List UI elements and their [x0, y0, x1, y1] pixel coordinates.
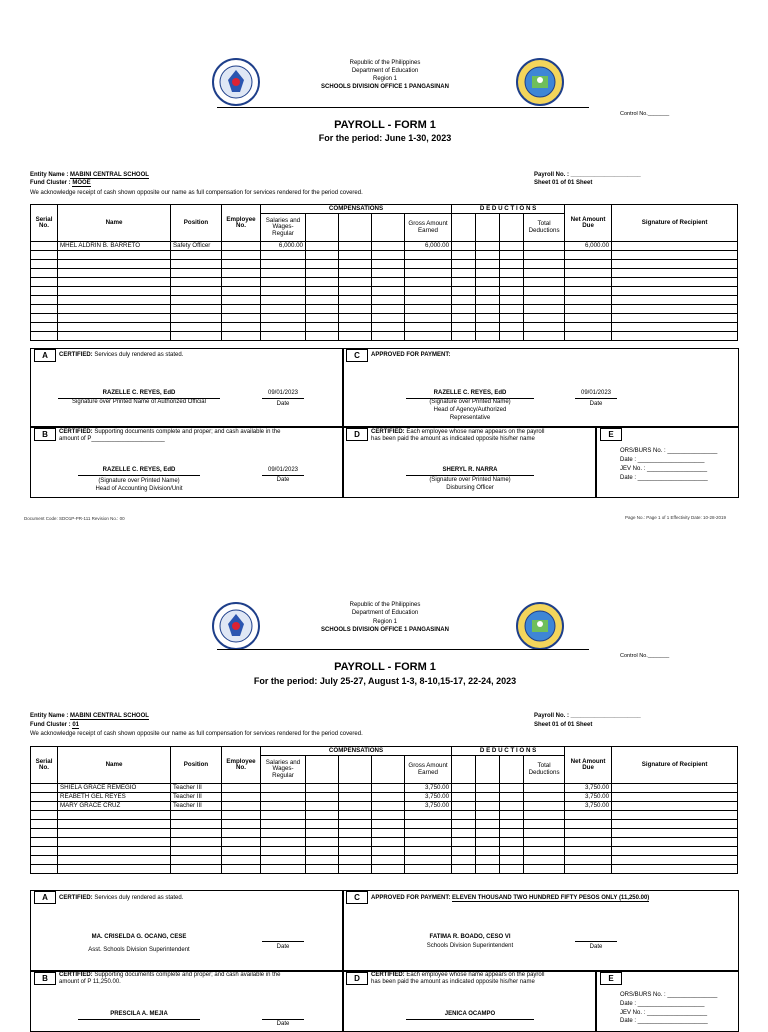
- certified-b: CERTIFIED: Supporting documents complete and proper; and cash available in the: [59, 429, 281, 435]
- sig-b-date-line: [262, 1019, 304, 1020]
- sig-a-date: 09/01/2023: [267, 390, 299, 396]
- sig-b-title1: (Signature over Printed Name): [98, 478, 180, 484]
- label-e: E: [600, 972, 622, 985]
- col-salaries: Salaries and Wages-Regular: [261, 214, 306, 242]
- doc-code: Document Code: SDO1P-PR-111 Revision No.: 00: [24, 516, 125, 521]
- entity-name: Entity Name : MABINI CENTRAL SCHOOL: [30, 713, 149, 719]
- sig-c-date-line: [575, 941, 617, 942]
- certified-d-2: has been paid the amount as indicated opposite his/her name: [371, 979, 535, 985]
- deped-seal-icon: [212, 58, 260, 106]
- col-serial: Serial No.: [31, 205, 58, 242]
- payroll-no: Payroll No. : _____________________: [534, 713, 641, 719]
- form-title: PAYROLL - FORM 1: [334, 661, 436, 673]
- payroll-table-2: [30, 746, 738, 874]
- region-text: Region 1: [372, 76, 398, 82]
- sig-d-title2: Disbursing Officer: [446, 485, 494, 491]
- col-deductions: D E D U C T I O N S: [452, 747, 565, 756]
- sig-d-title1: (Signature over Printed Name): [429, 477, 511, 483]
- division-seal-icon: [516, 602, 564, 650]
- sig-a-name: RAZELLE C. REYES, EdD: [102, 390, 176, 396]
- sig-b-date: 09/01/2023: [267, 467, 299, 473]
- sig-c-title3: Representative: [449, 415, 491, 421]
- certified-d: CERTIFIED: Each employee whose name appears on the payroll: [371, 972, 545, 978]
- sig-b-date-label: Date: [276, 477, 290, 483]
- col-gross: Gross Amount Earned: [405, 214, 452, 242]
- sig-b-title2: Head of Accounting Division/Unit: [95, 486, 183, 492]
- col-net: Net Amount Due: [565, 205, 612, 242]
- col-total-deductions: Total Deductions: [524, 756, 565, 784]
- label-c: C: [346, 891, 368, 904]
- label-d: D: [346, 972, 368, 985]
- payroll-table-1: [30, 204, 738, 341]
- table-row: SHIELA GRACE REMEGIO Teacher III 3,750.00 3,750.00: [31, 784, 738, 793]
- cert-box-a: [30, 890, 344, 972]
- department-text: Department of Education: [351, 68, 419, 74]
- col-name: Name: [58, 747, 171, 784]
- jev-date: Date : _____________________: [620, 1018, 708, 1024]
- label-c: C: [346, 349, 368, 362]
- page-info: Page No.: Page 1 of 1 Effectivity Date: 10-28-2019: [625, 515, 726, 520]
- sig-a-name: MA. CRISELDA G. OCANG, CESE: [91, 934, 187, 940]
- approved-text: APPROVED FOR PAYMENT:: [371, 352, 451, 358]
- payroll-page-2: [0, 545, 768, 1027]
- amount-line-b: amount of P 11,250.00.: [59, 979, 121, 985]
- col-position: Position: [171, 747, 222, 784]
- sheet-no: Sheet 01 of 01 Sheet: [534, 180, 593, 186]
- approved-text: APPROVED FOR PAYMENT: ELEVEN THOUSAND TWO HUNDRED FIFTY PESOS ONLY (11,250.00): [371, 895, 650, 901]
- control-no: Control No._______: [620, 111, 670, 117]
- header-rule: [217, 649, 589, 650]
- ors-no: ORS/BURS No. : _______________: [620, 448, 718, 454]
- sig-c-name: RAZELLE C. REYES, EdD: [433, 390, 507, 396]
- col-salaries: Salaries and Wages-Regular: [261, 756, 306, 784]
- sig-c-date: 09/01/2023: [580, 390, 612, 396]
- period-text: For the period: July 25-27, August 1-3, 8-10,15-17, 22-24, 2023: [253, 676, 517, 686]
- amount-line-b: amount of P______________________: [59, 436, 165, 442]
- sig-b-name: PRESCILA A. MEJIA: [110, 1011, 168, 1017]
- republic-text: Republic of the Philippines: [349, 602, 421, 608]
- sig-b-line: [78, 475, 200, 476]
- sig-c-date-line: [575, 398, 617, 399]
- col-deductions: D E D U C T I O N S: [452, 205, 565, 214]
- certified-d-2: has been paid the amount as indicated opposite his/her name: [371, 436, 535, 442]
- sig-c-title1: (Signature over Printed Name): [429, 399, 511, 405]
- sig-d-name: SHERYL R. NARRA: [442, 467, 498, 473]
- office-text: SCHOOLS DIVISION OFFICE 1 PANGASINAN: [321, 84, 449, 90]
- ors-no: ORS/BURS No. : _______________: [620, 992, 718, 998]
- certified-a: CERTIFIED: Services duly rendered as stated.: [59, 895, 184, 901]
- sig-c-title2: Head of Agency/Authorized: [433, 407, 507, 413]
- col-signature: Signature of Recipient: [612, 747, 738, 784]
- header-rule: [217, 107, 589, 108]
- col-serial: Serial No.: [31, 747, 58, 784]
- fund-cluster: Fund Cluster : 01: [30, 722, 80, 728]
- sig-a-title: Signature over Printed Name of Authorized Official: [72, 399, 206, 405]
- acknowledge-text: We acknowledge receipt of cash shown opposite our name as full compensation for services rendered for the period covered.: [30, 190, 363, 196]
- col-position: Position: [171, 205, 222, 242]
- col-compensations: COMPENSATIONS: [261, 747, 452, 756]
- sig-b-name: RAZELLE C. REYES, EdD: [102, 467, 176, 473]
- sheet-no: Sheet 01 of 01 Sheet: [534, 722, 593, 728]
- col-compensations: COMPENSATIONS: [261, 205, 452, 214]
- jev-no: JEV No. : __________________: [620, 1010, 708, 1016]
- sig-d-line: [406, 475, 534, 476]
- jev-no: JEV No. : __________________: [620, 466, 708, 472]
- label-e: E: [600, 428, 622, 441]
- cert-box-c: [342, 890, 739, 972]
- sig-a-date-line: [262, 941, 304, 942]
- sig-a-date-label: Date: [276, 944, 290, 950]
- payroll-no: Payroll No. : _____________________: [534, 172, 641, 178]
- sig-d-line: [406, 1019, 534, 1020]
- office-text: SCHOOLS DIVISION OFFICE 1 PANGASINAN: [321, 627, 449, 633]
- col-total-deductions: Total Deductions: [524, 214, 565, 242]
- sig-a-title: Asst. Schools Division Superintendent: [88, 947, 190, 953]
- table-row: REABETH GEL REYES Teacher III 3,750.00 3,750.00: [31, 793, 738, 802]
- ors-date: Date : ____________________: [620, 1001, 705, 1007]
- control-no: Control No._______: [620, 653, 670, 659]
- ors-date: Date : ____________________: [620, 457, 705, 463]
- col-net: Net Amount Due: [565, 747, 612, 784]
- jev-date: Date : _____________________: [620, 475, 708, 481]
- republic-text: Republic of the Philippines: [349, 60, 421, 66]
- sig-c-name: FATIMA R. BOADO, CESO VI: [429, 934, 511, 940]
- col-employee-no: Employee No.: [222, 205, 261, 242]
- cert-box-c: [342, 348, 739, 428]
- certified-a: CERTIFIED: Services duly rendered as stated.: [59, 352, 184, 358]
- sig-c-date-label: Date: [589, 944, 603, 950]
- col-gross: Gross Amount Earned: [405, 756, 452, 784]
- table-row: MHEL ALDRIN B. BARRETO Safety Officer 6,000.00 6,000.00 6,000.00: [31, 242, 738, 251]
- certified-b: CERTIFIED: Supporting documents complete and proper; and cash available in the: [59, 972, 281, 978]
- cert-box-a: [30, 348, 344, 428]
- table-row: MARY GRACE CRUZ Teacher III 3,750.00 3,750.00: [31, 802, 738, 811]
- entity-name: Entity Name : MABINI CENTRAL SCHOOL: [30, 172, 149, 178]
- sig-b-date-label: Date: [276, 1021, 290, 1027]
- sig-c-title1: Schools Division Superintendent: [426, 943, 514, 949]
- col-signature: Signature of Recipient: [612, 205, 738, 242]
- sig-b-date-line: [262, 475, 304, 476]
- certified-d: CERTIFIED: Each employee whose name appears on the payroll: [371, 429, 545, 435]
- label-b: B: [34, 972, 56, 985]
- sig-a-date-line: [262, 398, 304, 399]
- sig-d-name: JENICA OCAMPO: [444, 1011, 496, 1017]
- label-d: D: [346, 428, 368, 441]
- sig-a-date-label: Date: [276, 401, 290, 407]
- sig-b-line: [78, 1019, 200, 1020]
- region-text: Region 1: [372, 619, 398, 625]
- col-employee-no: Employee No.: [222, 747, 261, 784]
- label-a: A: [34, 349, 56, 362]
- sig-c-date-label: Date: [589, 401, 603, 407]
- fund-cluster: Fund Cluster : MOOE: [30, 180, 91, 186]
- label-a: A: [34, 891, 56, 904]
- acknowledge-text: We acknowledge receipt of cash shown opposite our name as full compensation for services rendered for the period covered.: [30, 731, 363, 737]
- deped-seal-icon: [212, 602, 260, 650]
- department-text: Department of Education: [351, 610, 419, 616]
- period-text: For the period: June 1-30, 2023: [318, 133, 452, 143]
- division-seal-icon: [516, 58, 564, 106]
- form-title: PAYROLL - FORM 1: [334, 119, 436, 131]
- label-b: B: [34, 428, 56, 441]
- col-name: Name: [58, 205, 171, 242]
